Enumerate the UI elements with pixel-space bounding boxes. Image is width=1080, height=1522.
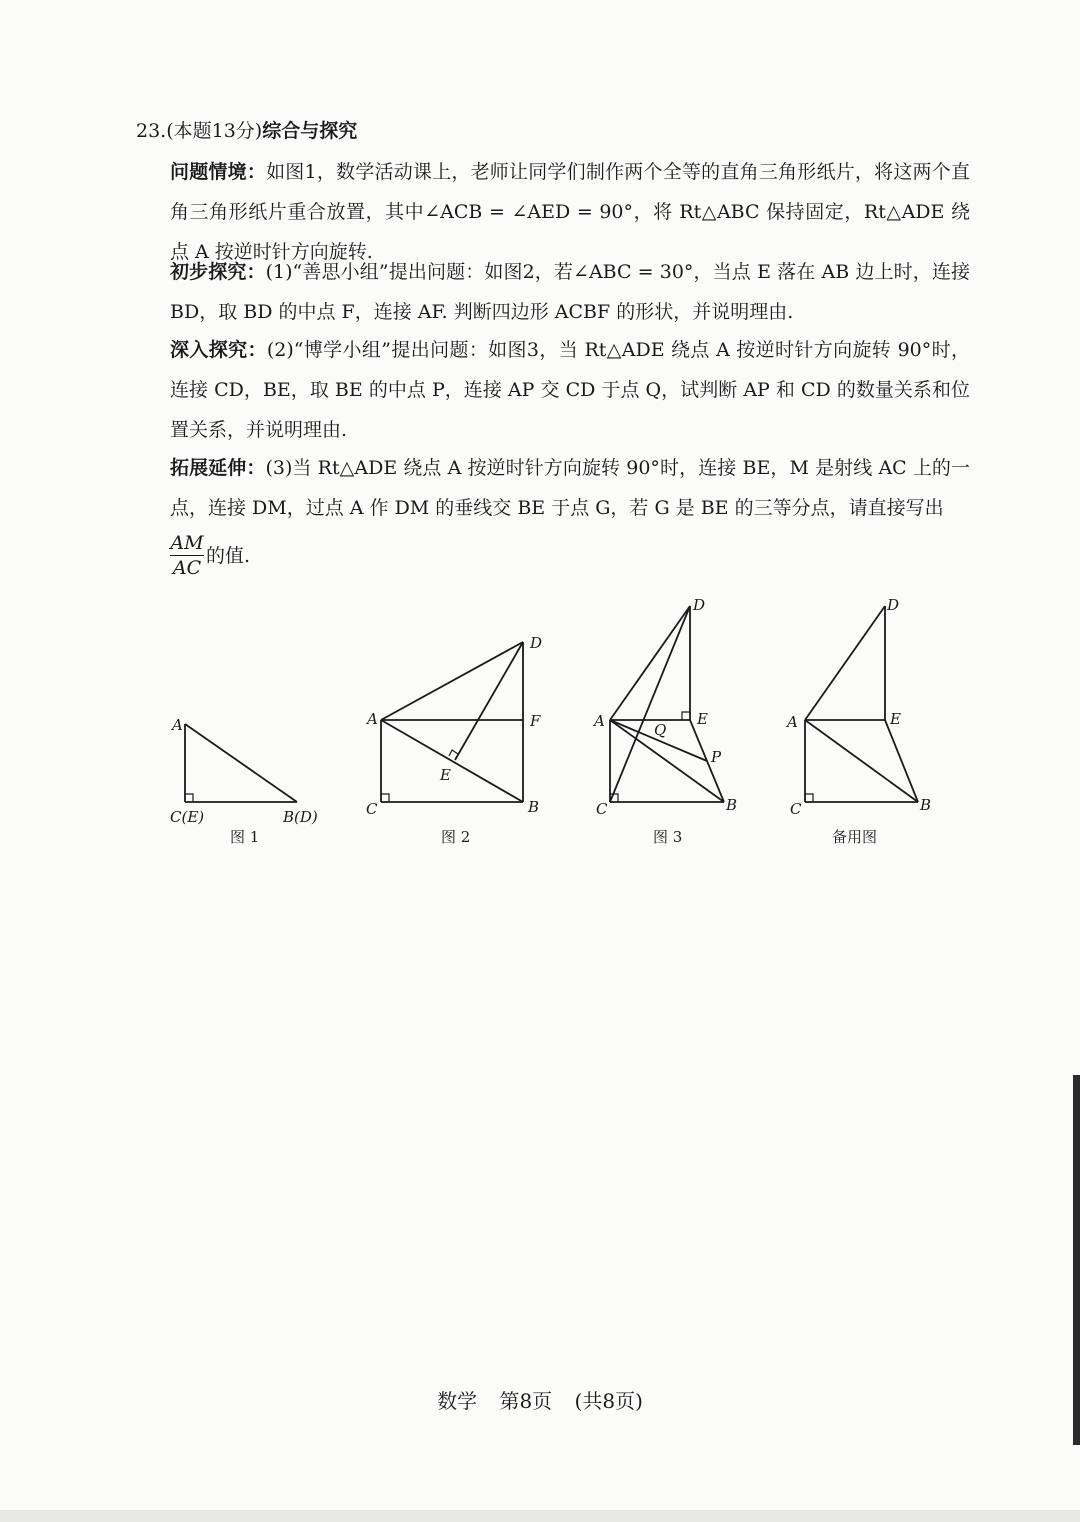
fig2-label-d: D — [530, 634, 543, 652]
bottom-bar — [0, 1510, 1080, 1522]
fig1-label-b: B(D) — [283, 808, 318, 826]
scan-edge-mark — [1073, 1075, 1080, 1445]
fig3-label-q: Q — [654, 721, 667, 739]
extend-lead: 拓展延伸： — [170, 457, 266, 479]
context-text: 如图1，数学活动课上，老师让同学们制作两个全等的直角三角形纸片，将这两个直角三角形纸片重合放置，其中∠ACB = ∠AED = 90°，将 Rt△ABC 保持固定，Rt△ADE 绕点 A 按逆时针方向旋转. — [170, 161, 970, 263]
fig4-label-c: C — [790, 800, 802, 818]
fig1-segment-ab — [185, 724, 297, 802]
fig2-segment-ad — [381, 642, 523, 720]
fig4-label-a: A — [787, 713, 798, 731]
fig2-right-angle-c — [381, 794, 389, 802]
footer-total-pages: (共8页) — [574, 1389, 643, 1413]
question-number: 23. — [136, 120, 167, 142]
question-title: 综合与探究 — [262, 120, 358, 142]
initial-lead: 初步探究： — [170, 261, 266, 283]
fig2-right-angle-e — [449, 750, 458, 756]
fig3-label-c: C — [596, 800, 608, 818]
fig2-caption: 图 2 — [441, 828, 471, 846]
figure-1 — [185, 724, 297, 802]
fig1-label-a: A — [172, 716, 183, 734]
fraction-denominator: AC — [172, 557, 202, 579]
question-points: (本题13分) — [166, 120, 263, 142]
fig4-label-e: E — [890, 710, 901, 728]
context-lead: 问题情境： — [170, 161, 267, 183]
figure-3 — [610, 606, 724, 802]
page-footer — [0, 1385, 1080, 1414]
fig2-label-a: A — [367, 710, 378, 728]
fig3-label-p: P — [711, 748, 722, 766]
figure-4 — [805, 606, 918, 802]
extend-text: (3)当 Rt△ADE 绕点 A 按逆时针方向旋转 90°时，连接 BE，M 是射线 AC 上的一点，连接 DM，过点 A 作 DM 的垂线交 BE 于点 G，若 G 是 BE 的三等分点，请直接写出 — [170, 457, 970, 519]
footer-subject: 数学 — [437, 1389, 478, 1413]
fig2-label-c: C — [366, 800, 378, 818]
fig4-caption: 备用图 — [832, 828, 878, 846]
footer-page-number: 第8页 — [499, 1389, 553, 1413]
fig4-right-angle-c — [805, 794, 813, 802]
figure-2 — [381, 642, 523, 802]
fig3-label-e: E — [697, 710, 708, 728]
fig1-label-c: C(E) — [170, 808, 205, 826]
deep-text: (2)“博学小组”提出问题：如图3，当 Rt△ADE 绕点 A 按逆时针方向旋转 90°时，连接 CD，BE，取 BE 的中点 P，连接 AP 交 CD 于点 Q，试判断 AP 和 CD 的数量关系和位置关系，并说明理由. — [170, 339, 970, 441]
deep-lead: 深入探究： — [170, 339, 267, 361]
fig3-label-b: B — [726, 796, 738, 814]
fraction-tail: 的值. — [206, 545, 251, 567]
fig1-caption: 图 1 — [230, 828, 260, 846]
fig2-label-b: B — [528, 798, 540, 816]
fig4-label-b: B — [920, 796, 932, 814]
fig1-right-angle — [185, 794, 193, 802]
fig3-right-angle-e — [682, 712, 690, 720]
fraction-numerator: AM — [170, 532, 204, 554]
initial-text: (1)“善思小组”提出问题：如图2，若∠ABC = 30°，当点 E 落在 AB 边上时，连接 BD，取 BD 的中点 F，连接 AF. 判断四边形 ACBF 的形状，并说明理由. — [170, 261, 970, 323]
fig2-segment-ab — [381, 720, 523, 802]
fig3-caption: 图 3 — [653, 828, 683, 846]
fig4-segment-ad — [805, 606, 885, 720]
fig3-label-a: A — [594, 712, 605, 730]
fig4-label-d: D — [887, 596, 900, 614]
fig3-label-d: D — [693, 596, 706, 614]
fig2-label-f: F — [530, 712, 541, 730]
fig2-label-e: E — [440, 766, 451, 784]
